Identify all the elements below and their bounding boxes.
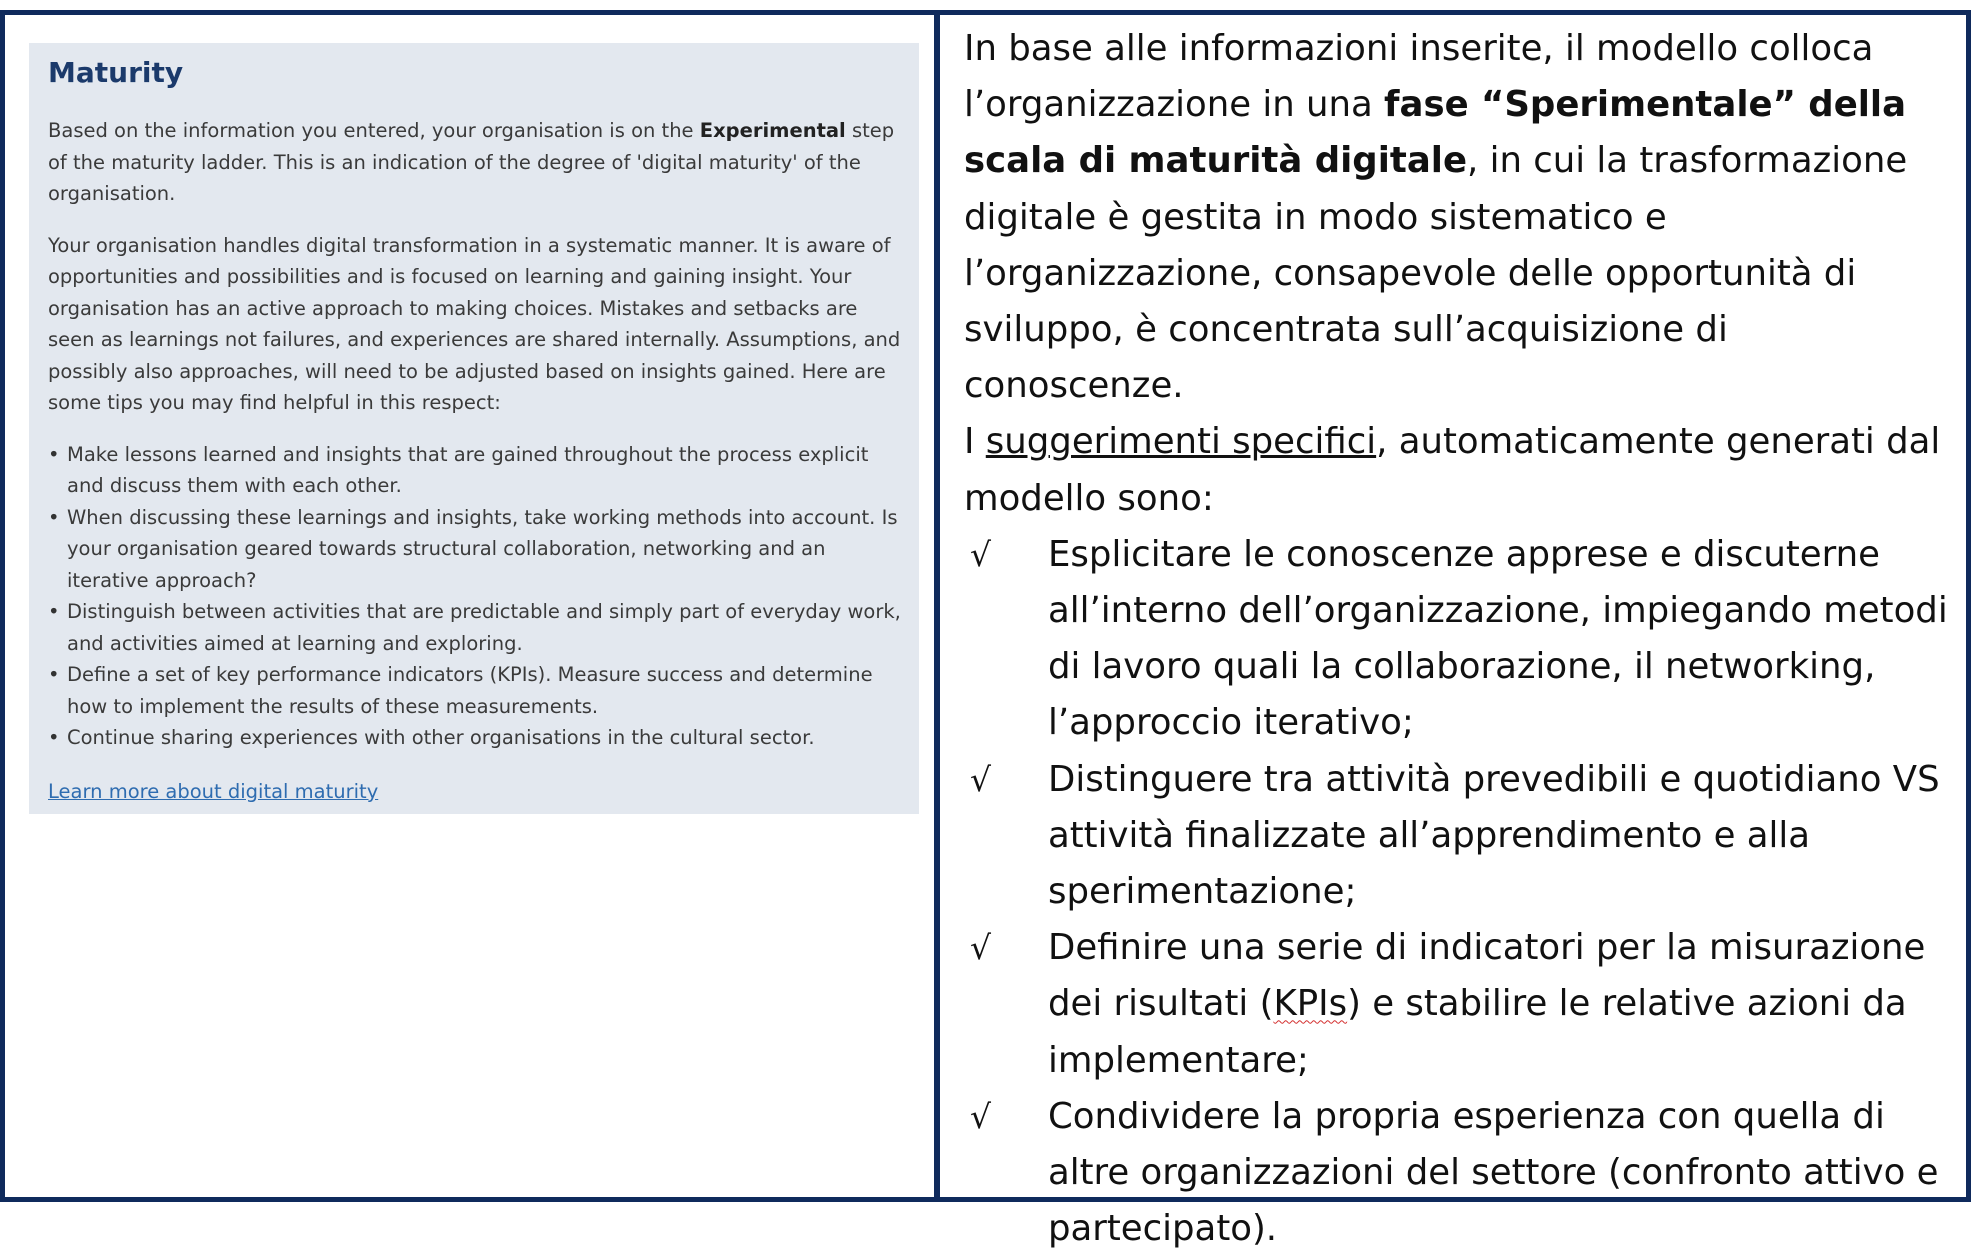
suggestion-item [964,1089,1954,1257]
suggestion-text [1048,927,1925,1080]
maturity-panel [29,43,919,814]
intro-bold-phase: fase “Sperimentale” della scala di maturità digitale [964,84,1907,182]
italian-summary [964,21,1954,1257]
para1-text-a: Based on the information you entered, your organisation is on the [48,119,700,142]
panel-title: Maturity [48,56,184,89]
tips-lead-b: , automaticamente generati dal modello sono: [964,421,1941,519]
left-column [5,15,940,1197]
check-icon: √ [970,759,992,799]
tip-item: • Make lessons learned and insights that are gained throughout the process explicit and discuss them with each other. [67,439,901,502]
tip-item: • Continue sharing experiences with other organisations in the cultural sector. [67,722,901,754]
suggestions-list [964,527,1954,1257]
tips-lead-underlined: suggerimenti specifici [985,421,1377,463]
intro-paragraph [964,21,1954,414]
comparison-frame [0,10,1971,1250]
suggestion-item [964,752,1954,921]
suggestion-text: Distinguere tra attività prevedibili e quotidiano VS attività finalizzate all’apprendimento e alla sperimentazione; [1048,758,1940,913]
right-column [940,15,1966,1250]
spellcheck-flagged-word: KPIs [1273,983,1348,1025]
kpi-text-a: Definire una serie di indicatori per la misurazione dei risultati ( [1048,927,1926,1025]
check-icon: √ [970,1096,992,1136]
tips-list [48,439,901,754]
suggestion-text: Condividere la propria esperienza con quella di altre organizzazioni del settore (confronto attivo e partecipato). [1048,1095,1939,1250]
check-icon: √ [970,928,992,968]
para1-text-b: step of the maturity ladder. This is an indication of the degree of 'digital maturity' of the organisation. [48,119,895,205]
intro-text-a: In base alle informazioni inserite, il modello colloca l’organizzazione in una [964,28,1874,126]
intro-text-b: , in cui la trasformazione digitale è gestita in modo sistematico e l’organizzazione, consapevole delle opportunità di sviluppo, è concentrata sull’acquisizione di conoscenze. [964,140,1908,407]
tip-item: • Distinguish between activities that are predictable and simply part of everyday work, and activities aimed at learning and exploring. [67,596,901,659]
check-icon: √ [970,534,992,574]
maturity-step-name: Experimental [699,119,846,142]
maturity-step-paragraph [48,115,901,210]
tip-item: • When discussing these learnings and insights, take working methods into account. Is your organisation geared towards structural collaboration, networking and an iterative approach? [67,502,901,597]
kpi-text-b: ) e stabilire le relative azioni da implementare; [1048,983,1907,1081]
suggestion-item [964,527,1954,752]
tip-item: • Define a set of key performance indicators (KPIs). Measure success and determine how to implement the results of these measurements. [67,659,901,722]
tips-lead-a: I [964,421,986,463]
learn-more-link[interactable]: Learn more about digital maturity [48,779,379,803]
suggestion-item [964,920,1954,1089]
suggestion-text: Esplicitare le conoscenze apprese e discuterne all’interno dell’organizzazione, impiegando metodi di lavoro quali la collaborazione, il networking, l’approccio iterativo; [1048,533,1948,744]
tips-lead-paragraph [964,414,1954,526]
description-paragraph: Your organisation handles digital transformation in a systematic manner. It is aware of opportunities and possibilities and is focused on learning and gaining insight. Your organisation has an active approach to making choices. Mistakes and setbacks are seen as learnings not failures, and experiences are shared internally. Assumptions, and possibly also approaches, will need to be adjusted based on insights gained. Here are some tips you may find helpful in this respect: [48,233,901,414]
